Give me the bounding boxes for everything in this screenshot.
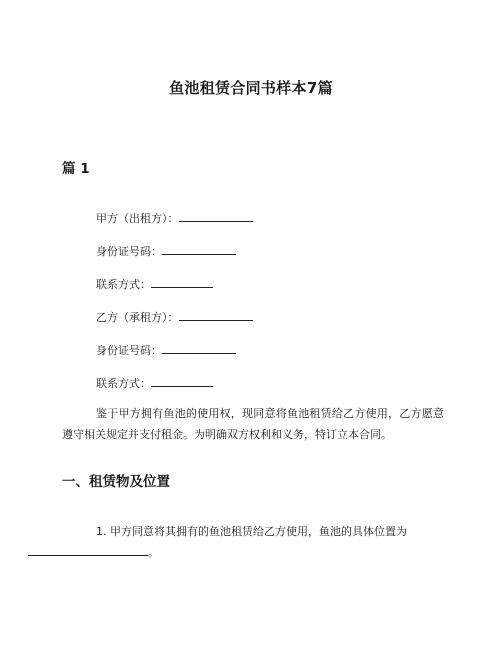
clause-text: 1. 甲方同意将其拥有的鱼池租赁给乙方使用，鱼池的具体位置为 xyxy=(96,525,407,538)
clause-end-punctuation: 。 xyxy=(148,546,159,559)
lessee-id-field xyxy=(96,342,236,359)
lessor-name-field xyxy=(96,210,253,227)
field-label: 身份证号码： xyxy=(96,344,162,357)
field-label: 乙方（承租方）： xyxy=(96,311,179,324)
field-label: 联系方式： xyxy=(96,377,151,390)
fill-in-blank xyxy=(151,375,213,387)
fill-in-blank xyxy=(162,342,236,354)
fill-in-blank xyxy=(28,544,148,556)
section-heading-1: 篇 1 xyxy=(62,161,90,177)
fill-in-blank xyxy=(179,210,253,222)
fill-in-blank xyxy=(162,243,236,255)
lessee-contact-field xyxy=(96,375,213,392)
lessor-contact-field xyxy=(96,276,213,293)
fill-in-blank xyxy=(151,276,213,288)
field-label: 甲方（出租方）： xyxy=(96,212,179,225)
fill-in-blank xyxy=(179,309,253,321)
document-title: 鱼池租赁合同书样本7篇 xyxy=(169,79,333,97)
lessee-name-field xyxy=(96,309,253,326)
article-1-heading: 一、租赁物及位置 xyxy=(62,474,170,490)
article-1-clause-1 xyxy=(62,521,444,563)
field-label: 联系方式： xyxy=(96,278,151,291)
lessor-id-field xyxy=(96,243,236,260)
intro-paragraph: 鉴于甲方拥有鱼池的使用权，现同意将鱼池租赁给乙方使用，乙方愿意遵守相关规定并支付租金。为明确双方权利和义务，特订立本合同。 xyxy=(62,407,444,441)
field-label: 身份证号码： xyxy=(96,245,162,258)
